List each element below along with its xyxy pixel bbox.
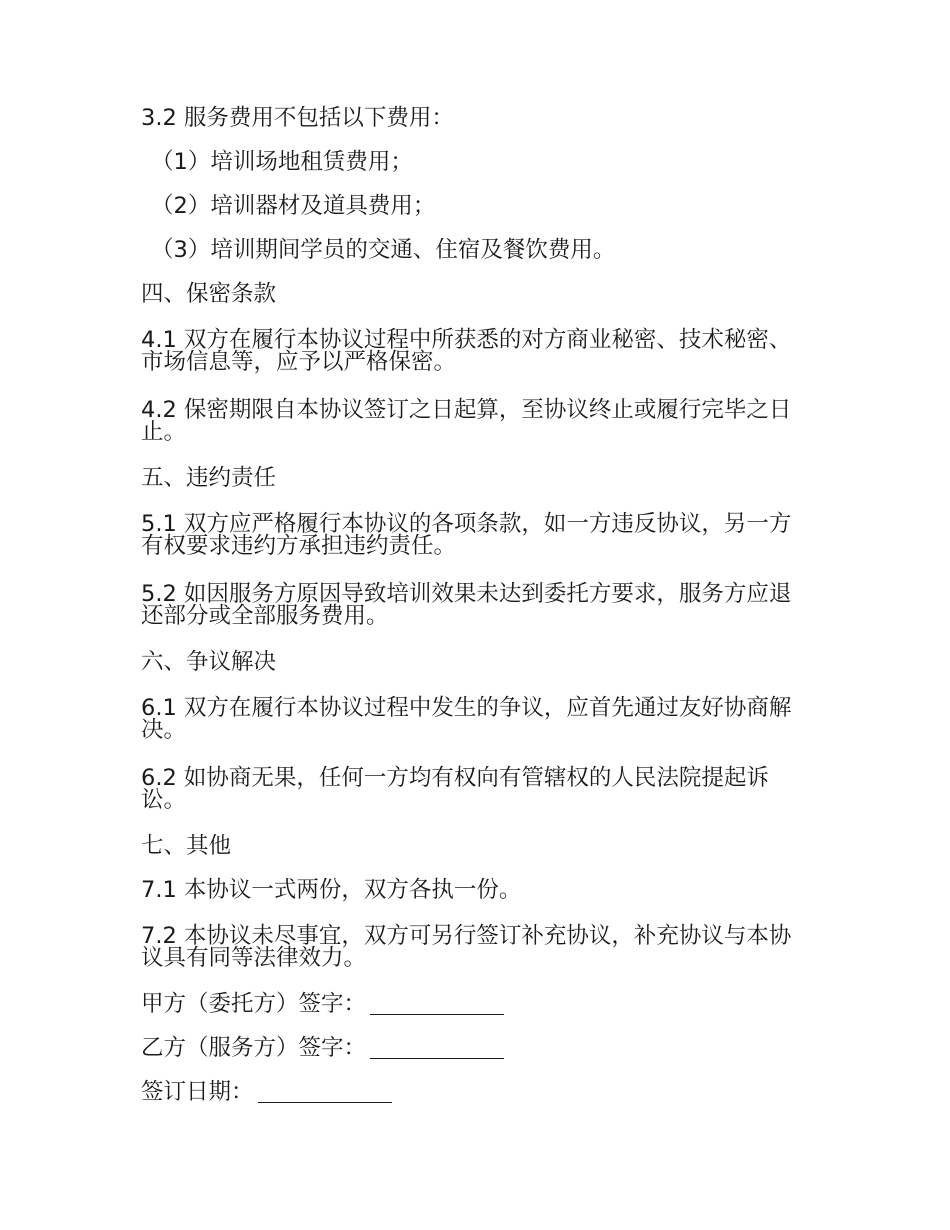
section-heading-disputes: 六、争议解决	[141, 649, 277, 675]
clause-5-1: 5.1 双方应严格履行本协议的各项条款，如一方违反协议，另一方有权要求违约方承担违约责任。	[141, 511, 792, 559]
clause-6-2: 6.2 如协商无果，任何一方均有权向有管辖权的人民法院提起诉讼。	[141, 765, 769, 813]
party-a-signature-line	[141, 989, 806, 1019]
signing-date-blank[interactable]	[258, 1078, 392, 1103]
clause-7-1: 7.1 本协议一式两份，双方各执一份。	[141, 877, 522, 903]
clause-4-1: 4.1 双方在履行本协议过程中所获悉的对方商业秘密、技术秘密、市场信息等，应予以严格保密。	[141, 327, 792, 375]
clause-4-2: 4.2 保密期限自本协议签订之日起算，至协议终止或履行完毕之日止。	[141, 397, 792, 445]
clause-5-2: 5.2 如因服务方原因导致培训效果未达到委托方要求，服务方应退还部分或全部服务费用。	[141, 581, 792, 629]
clause-6-1: 6.1 双方在履行本协议过程中发生的争议，应首先通过友好协商解决。	[141, 695, 792, 743]
fee-exclusion-item-1: （1）培训场地租赁费用；	[151, 149, 413, 175]
fee-exclusion-item-2: （2）培训器材及道具费用；	[151, 193, 436, 219]
signing-date-line	[141, 1077, 806, 1107]
party-a-signature-label: 甲方（委托方）签字：	[141, 991, 367, 1017]
document-page	[141, 103, 806, 1121]
section-heading-liability: 五、违约责任	[141, 465, 277, 491]
section-heading-confidentiality: 四、保密条款	[141, 281, 277, 307]
section-heading-other: 七、其他	[141, 833, 232, 859]
party-a-signature-blank[interactable]	[370, 990, 504, 1015]
party-b-signature-line	[141, 1033, 806, 1063]
clause-7-2: 7.2 本协议未尽事宜，双方可另行签订补充协议，补充协议与本协议具有同等法律效力。	[141, 923, 792, 971]
party-b-signature-blank[interactable]	[370, 1034, 504, 1059]
signing-date-label: 签订日期：	[141, 1079, 254, 1105]
fee-exclusions-heading: 3.2 服务费用不包括以下费用：	[141, 105, 454, 131]
party-b-signature-label: 乙方（服务方）签字：	[141, 1035, 367, 1061]
fee-exclusion-item-3: （3）培训期间学员的交通、住宿及餐饮费用。	[151, 237, 616, 263]
